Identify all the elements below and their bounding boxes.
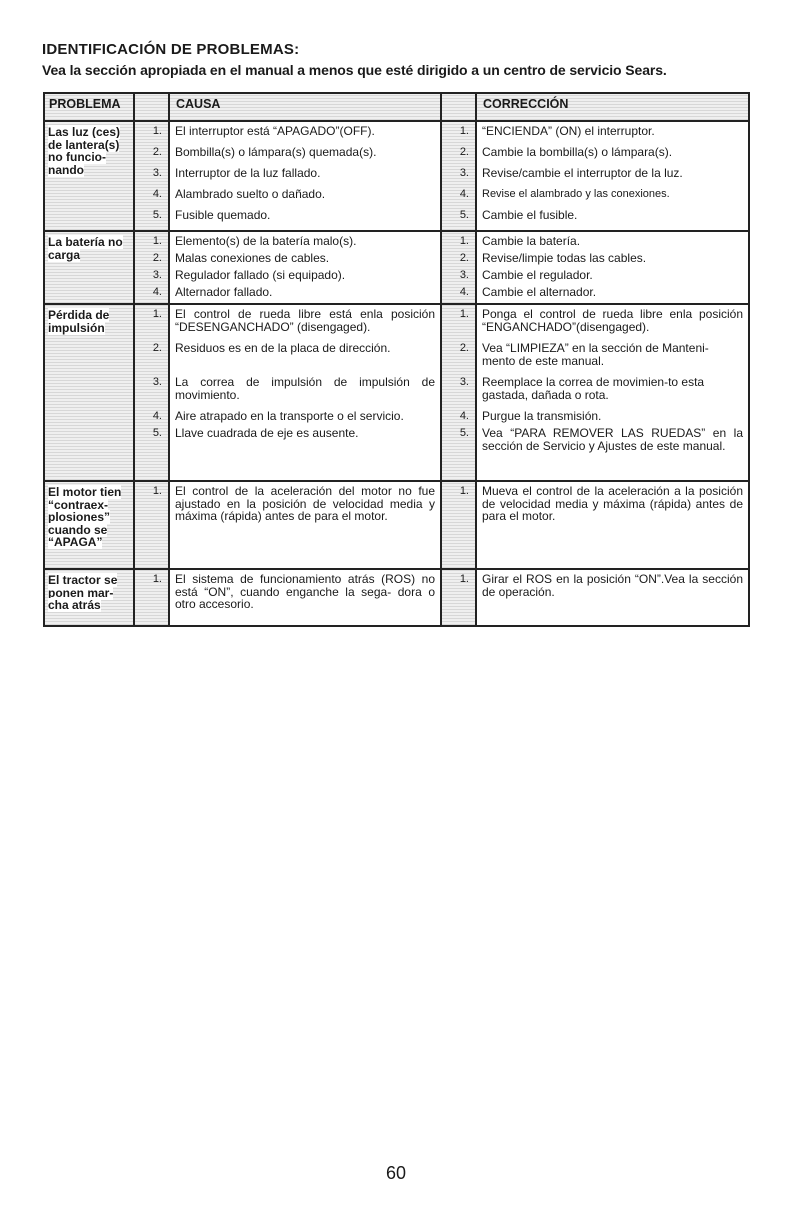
correction-text: Ponga el control de rueda libre enla posición “ENGANCHADO”(disengaged). [482,307,743,334]
cause-number: 4. [152,410,162,422]
cause-text: Llave cuadrada de eje es ausente. [175,426,359,440]
cause-text: El control de rueda libre está enla posición “DESENGANCHADO” (disengaged). [175,307,435,334]
cause-text: Regulador fallado (si equipado). [175,268,346,282]
correction-number: 4. [459,410,469,422]
cause-number: 4. [152,188,162,200]
cause-number: 5. [152,427,162,439]
cause-numbers [134,481,169,569]
column-header-correction-num [441,93,476,121]
correction-text: Revise el alambrado y las conexiones. [482,188,670,200]
cause-text: Aire atrapado en la transporte o el servicio. [175,409,404,423]
page-title: IDENTIFICACIÓN DE PROBLEMAS: [42,41,300,58]
correction-number: 2. [459,342,469,354]
correction-number: 5. [459,427,469,439]
column-header-cause-num [134,93,169,121]
cause-number: 2. [152,146,162,158]
cause-text: Residuos es en de la placa de dirección. [175,341,391,355]
correction-text: Vea “PARA REMOVER LAS RUEDAS” en la sección de Servicio y Ajustes de este manual. [482,426,743,453]
cause-numbers [134,231,169,304]
cause-cell [169,121,441,231]
table-header-row [44,93,749,121]
table-row [44,304,749,481]
cause-number: 2. [152,342,162,354]
cause-text: Elemento(s) de la batería malo(s). [175,234,357,248]
correction-text: Cambie la batería. [482,234,581,248]
problem-label: La batería no carga [48,235,123,262]
cause-numbers [134,121,169,231]
correction-numbers [441,231,476,304]
cause-cell [169,569,441,626]
correction-text: Revise/cambie el interruptor de la luz. [482,166,683,180]
correction-text: Girar el ROS en la posición “ON”.Vea la sección de operación. [482,572,743,599]
table-row [44,231,749,304]
cause-number: 1. [152,125,162,137]
problem-cell [44,304,134,481]
cause-text: Bombilla(s) o lámpara(s) quemada(s). [175,145,377,159]
correction-cell [476,121,749,231]
cause-number: 4. [152,286,162,298]
cause-text: Interruptor de la luz fallado. [175,166,321,180]
correction-cell [476,569,749,626]
correction-text: Cambie la bombilla(s) o lámpara(s). [482,145,673,159]
problem-cell [44,481,134,569]
cause-text: La correa de impulsión de impulsión de movimiento. [175,375,435,402]
correction-text: Vea “LIMPIEZA” en la sección de Manteni- mento de este manual. [482,341,709,368]
correction-number: 1. [459,125,469,137]
cause-text: Alambrado suelto o dañado. [175,187,326,201]
cause-number: 3. [152,376,162,388]
troubleshooting-table [43,92,750,627]
cause-number: 1. [152,485,162,497]
cause-number: 3. [152,269,162,281]
correction-text: Mueva el control de la aceleración a la posición de velocidad media y máxima (rápida) antes de para el motor. [482,484,743,523]
problem-label: El motor tien “contraex- plosiones” cuando se “APAGA” [48,485,122,549]
cause-text: Malas conexiones de cables. [175,251,330,265]
correction-text: Cambie el regulador. [482,268,593,282]
correction-text: “ENCIENDA” (ON) el interruptor. [482,124,655,138]
cause-number: 5. [152,209,162,221]
correction-number: 1. [459,308,469,320]
correction-text: Revise/limpie todas las cables. [482,251,647,265]
correction-text: Purgue la transmisión. [482,409,602,423]
correction-numbers [441,569,476,626]
correction-numbers [441,481,476,569]
problem-cell [44,121,134,231]
correction-cell [476,304,749,481]
cause-cell [169,231,441,304]
cause-numbers [134,569,169,626]
problem-cell [44,569,134,626]
correction-number: 4. [459,286,469,298]
correction-number: 1. [459,235,469,247]
problem-label: El tractor se ponen mar- cha atrás [48,573,118,612]
problem-label: Las luz (ces) de lantera(s) no funcio- nando [48,125,121,177]
table-row [44,481,749,569]
cause-cell [169,481,441,569]
correction-number: 1. [459,573,469,585]
correction-numbers [441,304,476,481]
page-number: 60 [385,1163,407,1183]
correction-number: 3. [459,167,469,179]
page-subtitle: Vea la sección apropiada en el manual a menos que esté dirigido a un centro de servicio Sears. [42,62,667,78]
correction-numbers [441,121,476,231]
correction-number: 3. [459,269,469,281]
cause-text: El interruptor está “APAGADO”(OFF). [175,124,375,138]
correction-number: 2. [459,146,469,158]
cause-text: El sistema de funcionamiento atrás (ROS) no está “ON”, cuando enganche la sega- dora o otro accesorio. [175,572,435,611]
cause-text: Alternador fallado. [175,285,273,299]
correction-number: 2. [459,252,469,264]
problem-cell [44,231,134,304]
cause-cell [169,304,441,481]
cause-number: 1. [152,308,162,320]
table-row [44,121,749,231]
cause-number: 3. [152,167,162,179]
table-row [44,569,749,626]
cause-number: 1. [152,573,162,585]
column-header-problem: PROBLEMA [44,93,134,121]
correction-number: 3. [459,376,469,388]
correction-number: 4. [459,188,469,200]
column-header-cause: CAUSA [169,93,441,121]
correction-number: 5. [459,209,469,221]
column-header-correction: CORRECCIÓN [476,93,749,121]
correction-number: 1. [459,485,469,497]
cause-text: Fusible quemado. [175,208,271,222]
correction-cell [476,231,749,304]
cause-number: 2. [152,252,162,264]
correction-text: Cambie el alternador. [482,285,597,299]
cause-numbers [134,304,169,481]
cause-text: El control de la aceleración del motor no fue ajustado en la posición de velocidad media y máxima (rápida) antes de para el motor. [175,484,435,523]
correction-cell [476,481,749,569]
correction-text: Cambie el fusible. [482,208,578,222]
correction-text: Reemplace la correa de movimien-to esta gastada, dañada o rota. [482,375,705,402]
problem-label: Pérdida de impulsión [48,308,110,335]
cause-number: 1. [152,235,162,247]
